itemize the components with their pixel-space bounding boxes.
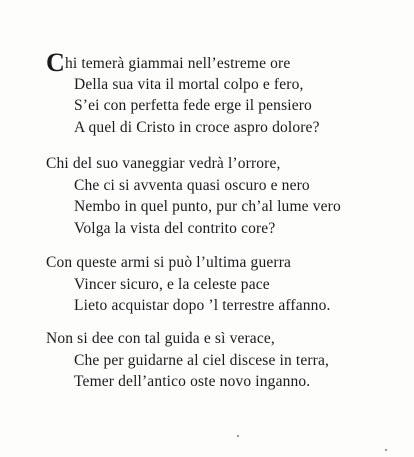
print-speck: [385, 449, 387, 451]
print-speck: [237, 435, 239, 437]
poem-line: Volga la vista del contrito core?: [74, 220, 276, 237]
poem-line: S’ei con perfetta fede erge il pensiero: [74, 97, 312, 114]
poem-line: A quel di Cristo in croce aspro dolore?: [74, 119, 320, 136]
poem-line: Che ci si avventa quasi oscuro e nero: [74, 177, 310, 194]
poem-line: Che per guidarne al ciel discese in terra,: [74, 352, 330, 369]
poem-line: [46, 48, 291, 77]
poem-line-text: hi temerà giammai nell’estreme ore: [64, 55, 291, 72]
poem-line: Lieto acquistar dopo ’l terrestre affanno.: [74, 297, 331, 314]
poem-line: Con queste armi si può l’ultima guerra: [46, 254, 292, 271]
drop-cap: C: [46, 48, 65, 77]
poem-line: Chi del suo vaneggiar vedrà l’orrore,: [46, 155, 281, 172]
poem-line: Non si dee con tal guida e sì verace,: [46, 330, 275, 347]
poem-line: Della sua vita il mortal colpo e fero,: [74, 76, 304, 93]
poem-line: Temer dell’antico oste novo inganno.: [74, 373, 311, 390]
poem-line: Nembo in quel punto, pur ch’al lume vero: [74, 198, 341, 215]
poem-line: Vincer sicuro, e la celeste pace: [74, 276, 270, 293]
